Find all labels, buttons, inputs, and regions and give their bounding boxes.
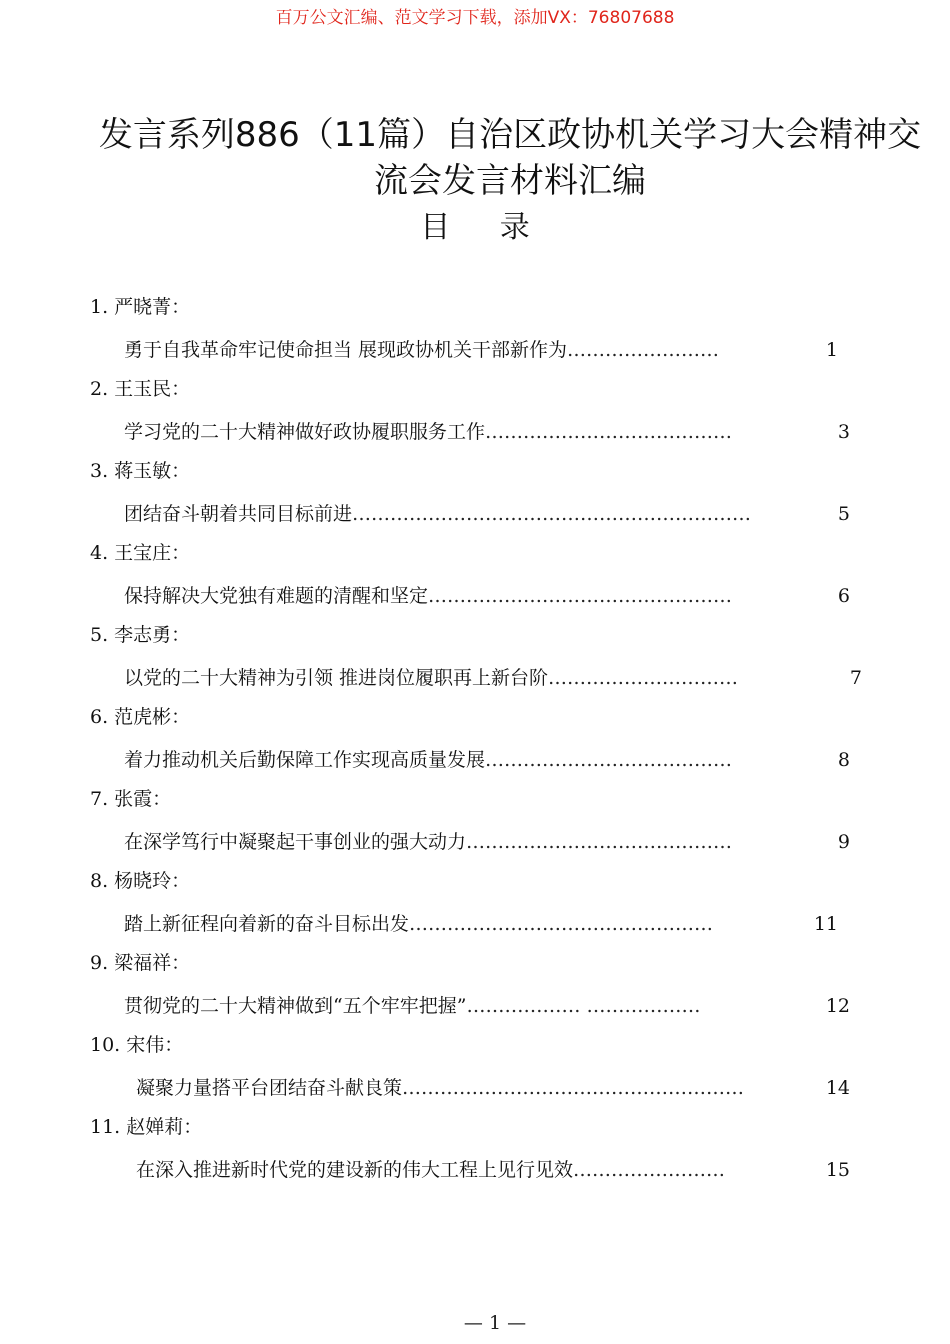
toc-title-line[interactable] (124, 581, 850, 611)
toc-author (90, 538, 190, 568)
toc-author (90, 620, 190, 650)
toc-entry (0, 456, 950, 538)
toc-author-name: 范虎彬： (114, 706, 191, 728)
toc-leader-dots: ………………………… (548, 667, 739, 689)
toc-title-line[interactable] (136, 1155, 850, 1185)
toc-title: 着力推动机关后勤保障工作实现高质量发展 (124, 749, 486, 771)
toc-page-number: 5 (837, 503, 850, 525)
toc-page-number: 11 (813, 913, 838, 935)
toc-number: 5. (90, 624, 109, 646)
toc-page-number: 14 (825, 1077, 850, 1099)
toc-number: 9. (90, 952, 109, 974)
toc-number: 1. (90, 296, 109, 318)
toc-leader-dots: …………………… (573, 1159, 726, 1181)
toc-title: 勇于自我革命牢记使命担当 展现政协机关干部新作为 (124, 339, 568, 361)
toc-author (90, 292, 190, 322)
toc-leader-dots: ………………………………………… (409, 913, 714, 935)
title-line-2: 流会发言材料汇编 (374, 161, 646, 201)
toc-title: 在深学笃行中凝聚起干事创业的强大动力 (124, 831, 467, 853)
toc-author (90, 456, 190, 486)
toc-page-number: 7 (849, 667, 862, 689)
title-line-1: 发言系列886（11篇）自治区政协机关学习大会精神交 (98, 115, 922, 155)
toc-number: 6. (90, 706, 109, 728)
toc-title-line[interactable] (124, 335, 838, 365)
toc-author-name: 王宝庄： (114, 542, 191, 564)
toc-heading: 目 录 (420, 210, 550, 245)
toc-title: 保持解决大党独有难题的清醒和坚定 (124, 585, 429, 607)
toc-author-name: 王玉民： (114, 378, 191, 400)
toc-entry (0, 784, 950, 866)
toc-title-line[interactable] (124, 745, 850, 775)
toc-leader-dots: ……………………………………………………… (352, 503, 752, 525)
toc-author-name: 李志勇： (114, 624, 191, 646)
toc-author-name: 杨晓玲： (114, 870, 191, 892)
toc-author-name: 张霞： (114, 788, 172, 810)
toc-title-line[interactable] (124, 499, 850, 529)
toc-title: 学习党的二十大精神做好政协履职服务工作 (124, 421, 486, 443)
toc-author (90, 1112, 202, 1142)
toc-entry (0, 292, 950, 374)
toc-title: 踏上新征程向着新的奋斗目标出发 (124, 913, 410, 935)
toc-page-number: 8 (837, 749, 850, 771)
toc-title: 团结奋斗朝着共同目标前进 (124, 503, 353, 525)
toc-author-name: 梁福祥： (114, 952, 191, 974)
toc-page-number: 1 (825, 339, 838, 361)
toc-entry (0, 948, 950, 1030)
toc-entry (0, 1030, 950, 1112)
toc-title: 凝聚力量搭平台团结奋斗献良策 (136, 1077, 403, 1099)
toc-leader-dots: …………………… (567, 339, 720, 361)
toc-title: 在深入推进新时代党的建设新的伟大工程上见行见效 (136, 1159, 574, 1181)
toc-page-number: 15 (825, 1159, 850, 1181)
toc-leader-dots: ……………… ……………… (466, 995, 701, 1017)
toc-leader-dots: ……………………………………………… (402, 1077, 745, 1099)
toc-leader-dots: ………………………………………… (428, 585, 733, 607)
toc-leader-dots: ………………………………… (485, 749, 733, 771)
toc-page-number: 9 (837, 831, 850, 853)
toc-author-name: 蒋玉敏： (114, 460, 191, 482)
table-of-contents (0, 292, 950, 1194)
toc-number: 4. (90, 542, 109, 564)
toc-author (90, 374, 190, 404)
toc-entry (0, 538, 950, 620)
toc-entry (0, 702, 950, 784)
toc-title-line[interactable] (124, 991, 850, 1021)
page-footer-number: — 1 — (463, 1312, 527, 1334)
toc-page-number: 6 (837, 585, 850, 607)
toc-number: 3. (90, 460, 109, 482)
toc-author-name: 宋伟： (126, 1034, 184, 1056)
toc-title-line[interactable] (124, 663, 862, 693)
toc-title: 以党的二十大精神为引领 推进岗位履职再上新台阶 (124, 667, 549, 689)
toc-number: 11. (90, 1116, 121, 1138)
toc-leader-dots: …………………………………… (466, 831, 733, 853)
toc-number: 10. (90, 1034, 121, 1056)
toc-author (90, 948, 190, 978)
toc-author (90, 1030, 183, 1060)
toc-leader-dots: ………………………………… (485, 421, 733, 443)
toc-number: 2. (90, 378, 109, 400)
toc-entry (0, 1112, 950, 1194)
toc-title-line[interactable] (124, 909, 838, 939)
toc-title: 贯彻党的二十大精神做到“五个牢牢把握” (124, 995, 467, 1017)
document-title (70, 112, 950, 204)
toc-page-number: 12 (825, 995, 850, 1017)
toc-author (90, 702, 190, 732)
toc-entry (0, 374, 950, 456)
toc-entry (0, 620, 950, 702)
toc-page-number: 3 (837, 421, 850, 443)
toc-author-name: 赵婵莉： (126, 1116, 203, 1138)
toc-title-line[interactable] (124, 827, 850, 857)
toc-title-line[interactable] (124, 417, 850, 447)
toc-title-line[interactable] (136, 1073, 850, 1103)
toc-author (90, 784, 171, 814)
toc-entry (0, 866, 950, 948)
toc-author (90, 866, 190, 896)
toc-author-name: 严晓菁： (114, 296, 191, 318)
watermark-banner: 百万公文汇编、范文学习下载，添加VX：76807688 (275, 8, 675, 28)
toc-number: 7. (90, 788, 109, 810)
toc-number: 8. (90, 870, 109, 892)
